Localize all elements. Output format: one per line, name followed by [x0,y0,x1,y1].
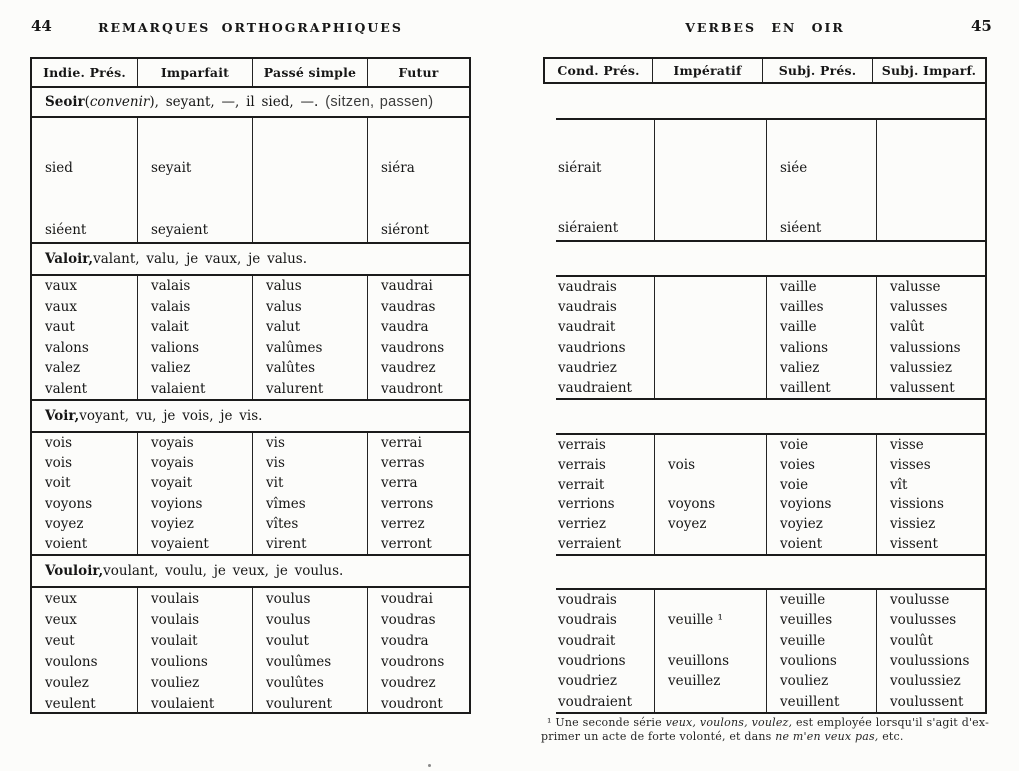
conjugation-block-voir [556,433,985,556]
conjugation-cell: verront [381,535,432,552]
column-4 [368,276,469,399]
conjugation-cell: valez [45,360,81,377]
conjugation-cell: verrait [558,476,605,493]
conjugation-cell: vaille [780,319,817,336]
conjugation-cell: vouliez [780,673,829,690]
conjugation-cell: vissiez [890,516,936,533]
conjugation-cell: valut [266,319,301,336]
conjugation-cell: vaille [780,279,817,296]
conjugation-cell: verrais [558,436,606,453]
conjugation-cell: vîtes [266,515,299,532]
conjugation-cell: voudrais [558,592,617,609]
footnote-text-part: est employée lorsqu'il s'agit d'ex- [792,716,990,729]
conjugation-cell: vaudras [381,298,436,315]
conjugation-cell: valais [151,298,191,315]
column-2 [138,276,253,399]
conjugation-cell: valûmes [266,339,323,356]
section-header-text: valant, valu, je vaux, je valus. [93,251,307,267]
conjugation-cell: voulons [45,653,98,670]
conjugation-cell: valons [45,339,89,356]
conjugation-cell: vis [266,455,285,472]
conjugation-cell: voulais [151,611,200,628]
conjugation-cell: voudriez [558,673,617,690]
conjugation-cell: voyons [668,496,716,513]
column-3 [767,590,877,712]
column-1 [32,588,138,714]
conjugation-cell: vaudrais [558,299,617,316]
conjugation-cell: voulait [151,632,198,649]
section-header-vouloir [32,556,469,588]
left-conjugation-table [30,57,471,714]
verb-name: Vouloir, [45,563,104,579]
right-table-outer-border [985,57,987,714]
column-4 [368,588,469,714]
conjugation-cell: voulûmes [266,653,332,670]
conjugation-cell: voulusses [890,612,957,629]
footnote [541,716,989,743]
conjugation-cell: verrai [381,435,422,452]
conjugation-cell: valions [780,339,829,356]
conjugation-cell: voyons [45,495,93,512]
conjugation-cell [655,475,766,495]
conjugation-cell: voulut [266,632,309,649]
conjugation-cell: vissent [890,536,938,553]
conjugation-block-vouloir [32,588,469,714]
conjugation-cell: veuille ¹ [668,612,723,629]
conjugation-cell: valûtes [266,360,316,377]
conjugation-cell: veuillons [668,653,730,670]
conjugation-cell: voudrai [381,590,433,607]
conjugation-cell: valussiez [890,359,952,376]
conjugation-cell: valaient [151,380,206,397]
conjugation-cell: virent [266,535,307,552]
conjugation-cell: voulût [890,632,933,649]
column-4 [368,433,469,554]
conjugation-cell: voyiez [780,516,823,533]
conjugation-cell: vois [45,435,72,452]
conjugation-cell: voudras [381,611,436,628]
conjugation-cell: voudront [381,695,443,712]
section-header-text: ), seyant, —, il sied, —. [149,94,319,110]
conjugation-cell: valus [266,278,302,295]
column-3 [767,435,877,554]
conjugation-cell: voudrait [558,632,616,649]
conjugation-cell: voulions [780,653,837,670]
column-header: Passé simple [253,59,368,86]
conjugation-cell: voyait [151,475,193,492]
section-header-seoir [32,88,469,118]
column-4 [877,590,985,712]
column-1 [556,277,655,398]
conjugation-cell: veulent [45,695,96,712]
conjugation-cell: voudrais [558,612,617,629]
conjugation-cell: voulûtes [266,674,324,691]
section-header-text: convenir [89,94,150,110]
conjugation-cell [655,358,766,378]
conjugation-cell: voient [45,535,88,552]
conjugation-cell: siéront [381,222,429,238]
conjugation-cell: voulions [151,653,208,670]
conjugation-cell: veut [45,632,75,649]
conjugation-cell: vaut [45,319,75,336]
conjugation-block-valoir [32,276,469,401]
column-1 [556,120,655,240]
conjugation-cell: voudrez [381,674,436,691]
conjugation-cell: verrons [381,495,434,512]
section-header-text: voulant, voulu, je veux, je voulus. [103,563,344,579]
conjugation-cell: voudrions [558,653,626,670]
left-running-title: REMARQUES ORTHOGRAPHIQUES [98,20,403,35]
conjugation-cell [655,378,766,398]
conjugation-cell [655,120,766,180]
conjugation-cell: veuillent [780,693,840,710]
conjugation-cell [655,631,766,651]
conjugation-cell: valions [151,339,200,356]
conjugation-cell: vois [45,455,72,472]
conjugation-cell: voyez [668,516,707,533]
conjugation-cell: vouliez [151,674,200,691]
right-page-number: 45 [971,17,992,35]
conjugation-block-valoir [556,275,985,400]
section-header-text: ( [84,94,90,110]
conjugation-cell: vaux [45,278,77,295]
conjugation-cell: voies [780,456,815,473]
conjugation-cell: siée [780,160,808,176]
conjugation-cell: veuillez [668,673,721,690]
column-2 [138,433,253,554]
conjugation-cell: voyais [151,435,194,452]
column-1 [556,435,655,554]
conjugation-cell: voyez [45,515,84,532]
conjugation-cell: vaudra [381,319,429,336]
conjugation-cell: vaillent [780,379,831,396]
conjugation-cell: voulusse [890,592,950,609]
conjugation-cell [253,180,367,242]
conjugation-cell [655,277,766,297]
conjugation-cell [655,435,766,455]
footnote-line [541,730,989,744]
conjugation-cell: veuille [780,592,826,609]
column-3 [767,277,877,398]
conjugation-cell: vaudrions [558,339,626,356]
conjugation-cell: voulurent [266,695,333,712]
column-1 [32,433,138,554]
conjugation-cell: verra [381,475,418,492]
footnote-text-part: ne m'en veux pas, [775,729,879,743]
section-header-voir [32,401,469,433]
column-1 [556,590,655,712]
conjugation-cell [655,180,766,240]
conjugation-cell: siérait [558,160,602,176]
conjugation-block-vouloir [556,588,985,714]
column-2 [138,118,253,242]
conjugation-cell: verriez [558,516,606,533]
conjugation-cell: vaudront [381,380,443,397]
column-4 [877,277,985,398]
column-1 [32,276,138,399]
conjugation-cell: voudra [381,632,429,649]
conjugation-cell: veuilles [780,612,833,629]
left-page-number: 44 [31,17,52,35]
conjugation-cell [655,590,766,610]
conjugation-cell [253,118,367,180]
conjugation-cell: valusse [890,279,941,296]
footnote-text-part: primer un acte de forte volonté, et dans [541,729,776,743]
conjugation-cell [655,534,766,554]
footnote-text-part: etc. [878,729,904,743]
conjugation-cell: vit [266,475,284,492]
footnote-line [541,716,989,730]
conjugation-cell: valusses [890,299,948,316]
right-running-title: VERBES EN OIR [685,20,845,35]
conjugation-cell: voudrons [381,653,445,670]
conjugation-cell: voulus [266,611,311,628]
table-header-row [32,59,469,88]
conjugation-cell: verrez [381,515,425,532]
column-header: Impératif [653,59,763,82]
column-header: Imparfait [138,59,253,86]
verb-name: Valoir, [45,251,94,267]
section-header-valoir [32,244,469,276]
conjugation-cell: siéent [45,222,87,238]
conjugation-cell: seyaient [151,222,209,238]
column-header: Indie. Prés. [32,59,138,86]
scan-speck [428,764,431,767]
conjugation-cell: vaudraient [558,379,632,396]
verb-name: Seoir [45,94,85,110]
conjugation-cell: verraient [558,536,621,553]
column-2 [655,435,767,554]
conjugation-cell: veux [45,611,77,628]
conjugation-cell: voyions [780,496,832,513]
conjugation-cell [655,297,766,317]
conjugation-cell: valût [890,319,925,336]
conjugation-cell: vailles [780,299,824,316]
conjugation-cell: verras [381,455,425,472]
conjugation-cell: valent [45,380,88,397]
column-1 [32,118,138,242]
conjugation-cell: voie [780,436,809,453]
conjugation-cell: seyait [151,160,192,176]
conjugation-cell [877,180,985,240]
conjugation-cell: valurent [266,380,324,397]
column-3 [253,433,368,554]
handwritten-annotation: (sitzen, passen) [325,94,434,110]
column-3 [253,276,368,399]
conjugation-cell: valait [151,319,189,336]
column-header: Subj. Prés. [763,59,873,82]
column-4 [877,120,985,240]
conjugation-cell: voudraient [558,693,633,710]
conjugation-cell: veux [45,590,77,607]
conjugation-cell: vois [668,456,695,473]
verb-name: Voir, [45,408,80,424]
conjugation-cell: veuille [780,632,826,649]
conjugation-cell: voyiez [151,515,194,532]
column-2 [655,120,767,240]
conjugation-cell: voyais [151,455,194,472]
conjugation-cell: voyaient [151,535,209,552]
conjugation-cell: voulussions [890,653,970,670]
column-header: Cond. Prés. [545,59,653,82]
right-table-header-row [543,57,987,84]
column-2 [655,277,767,398]
conjugation-cell [877,120,985,180]
conjugation-cell: siéent [780,220,822,236]
column-2 [138,588,253,714]
conjugation-cell: vîmes [266,495,306,512]
conjugation-cell: visses [890,456,931,473]
conjugation-cell: voulaient [151,695,215,712]
conjugation-cell: vis [266,435,285,452]
column-3 [253,118,368,242]
conjugation-cell: voient [780,536,823,553]
conjugation-cell: siéra [381,160,415,176]
column-4 [877,435,985,554]
conjugation-cell: voulussent [890,693,964,710]
column-3 [767,120,877,240]
conjugation-cell: vaudrez [381,360,436,377]
footnote-text-part: veux, voulons, voulez, [665,716,793,729]
conjugation-cell: vaudrons [381,339,445,356]
conjugation-cell: voit [45,475,71,492]
conjugation-cell: siéraient [558,220,619,236]
conjugation-cell: vaudrait [558,319,616,336]
conjugation-cell: verrions [558,496,615,513]
conjugation-cell: verrais [558,456,606,473]
conjugation-block-seoir [556,118,985,242]
conjugation-cell [655,317,766,337]
conjugation-cell: valussions [890,339,961,356]
conjugation-cell: vît [890,476,908,493]
conjugation-cell: sied [45,160,73,176]
conjugation-cell: valiez [151,360,191,377]
footnote-text-part: ¹ Une seconde série [547,716,666,729]
conjugation-cell: vaudrai [381,278,433,295]
conjugation-cell [655,692,766,712]
conjugation-cell [655,338,766,358]
conjugation-cell: voie [780,476,809,493]
column-2 [655,590,767,712]
column-header: Subj. Imparf. [881,63,977,78]
conjugation-cell: vaux [45,298,77,315]
conjugation-cell: valais [151,278,191,295]
section-header-text: voyant, vu, je vois, je vis. [79,408,263,424]
conjugation-block-seoir [32,118,469,244]
column-header: Futur [398,65,439,80]
conjugation-cell: vaudriez [558,359,617,376]
conjugation-cell: voulussiez [890,673,961,690]
conjugation-cell: valiez [780,359,820,376]
column-3 [253,588,368,714]
conjugation-cell: valussent [890,379,955,396]
conjugation-cell: voulais [151,590,200,607]
column-4 [368,118,469,242]
conjugation-block-voir [32,433,469,556]
conjugation-cell: voyions [151,495,203,512]
conjugation-cell: vissions [890,496,944,513]
conjugation-cell: voulez [45,674,89,691]
conjugation-cell: visse [890,436,924,453]
conjugation-cell: valus [266,298,302,315]
conjugation-cell: vaudrais [558,279,617,296]
conjugation-cell: voulus [266,590,311,607]
